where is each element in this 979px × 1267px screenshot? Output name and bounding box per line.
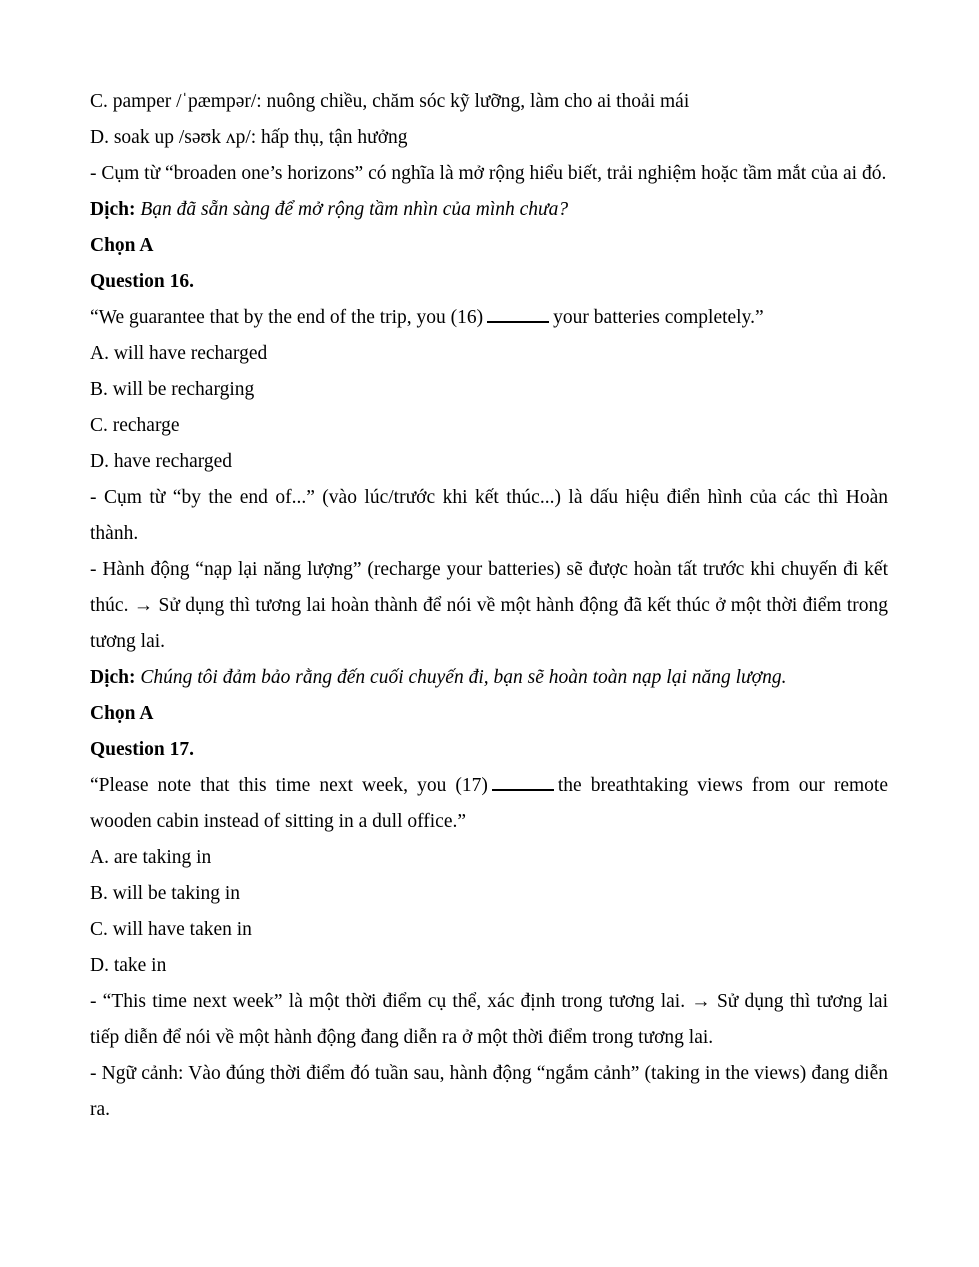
answer-label: Chọn A	[90, 703, 154, 724]
stem-before: “Please note that this time next week, you (17)	[90, 775, 488, 796]
option-d-q16: D. have recharged	[90, 451, 233, 472]
translation-q15	[90, 192, 888, 228]
document-page	[90, 84, 888, 1128]
option-c-q15: C. pamper /ˈpæmpər/: nuông chiều, chăm sóc kỹ lưỡng, làm cho ai thoải mái	[90, 91, 690, 112]
explanation-1-q17: - “This time next week” là một thời điểm cụ thể, xác định trong tương lai. → Sử dụng thì tương lai tiếp diễn để nói về một hành động đang diễn ra ở một thời điểm trong tương lai.	[90, 991, 888, 1048]
option-b-q17: B. will be taking in	[90, 883, 241, 904]
option-d-q15: D. soak up /səʊk ʌp/: hấp thụ, tận hưởng	[90, 127, 408, 148]
stem-after: your batteries completely.”	[553, 307, 764, 328]
explanation-2-q16: - Hành động “nạp lại năng lượng” (recharge your batteries) sẽ được hoàn tất trước khi chuyến đi kết thúc. → Sử dụng thì tương lai hoàn thành để nói về một hành động đã kết thúc ở một thời điểm trong tương lai.	[90, 559, 888, 652]
option-a-q17: A. are taking in	[90, 847, 212, 868]
explanation-q15: - Cụm từ “broaden one’s horizons” có nghĩa là mở rộng hiểu biết, trải nghiệm hoặc tầm mắt của ai đó.	[90, 163, 887, 184]
question-16-title	[90, 264, 888, 300]
answer-blank	[487, 320, 549, 323]
question-17-stem	[90, 768, 888, 840]
translation-label: Dịch:	[90, 199, 136, 220]
explanation-2-q17: - Ngữ cảnh: Vào đúng thời điểm đó tuần sau, hành động “ngắm cảnh” (taking in the views) đang diễn ra.	[90, 1063, 888, 1120]
question-17-title	[90, 732, 888, 768]
option-c-q16: C. recharge	[90, 415, 180, 436]
explanation-1-q16: - Cụm từ “by the end of...” (vào lúc/trước khi kết thúc...) là dấu hiệu điển hình của các thì Hoàn thành.	[90, 487, 888, 544]
answer-blank	[492, 788, 554, 791]
translation-q16	[90, 660, 888, 696]
question-16-stem	[90, 300, 888, 336]
stem-before: “We guarantee that by the end of the trip, you (16)	[90, 307, 484, 328]
translation-text: Chúng tôi đảm bảo rằng đến cuối chuyến đi, bạn sẽ hoàn toàn nạp lại năng lượng.	[140, 667, 787, 688]
stem-after: the breathtaking views from our remote wooden cabin instead of sitting in a dull office.”	[90, 775, 888, 832]
question-title-text: Question 16.	[90, 271, 195, 292]
option-c-q17: C. will have taken in	[90, 919, 252, 940]
answer-label: Chọn A	[90, 235, 154, 256]
translation-label: Dịch:	[90, 667, 136, 688]
option-b-q16: B. will be recharging	[90, 379, 255, 400]
question-title-text: Question 17.	[90, 739, 195, 760]
option-a-q16: A. will have recharged	[90, 343, 268, 364]
answer-q16	[90, 696, 888, 732]
option-d-q17: D. take in	[90, 955, 167, 976]
translation-text: Bạn đã sẵn sàng để mở rộng tầm nhìn của mình chưa?	[140, 199, 569, 220]
answer-q15	[90, 228, 888, 264]
